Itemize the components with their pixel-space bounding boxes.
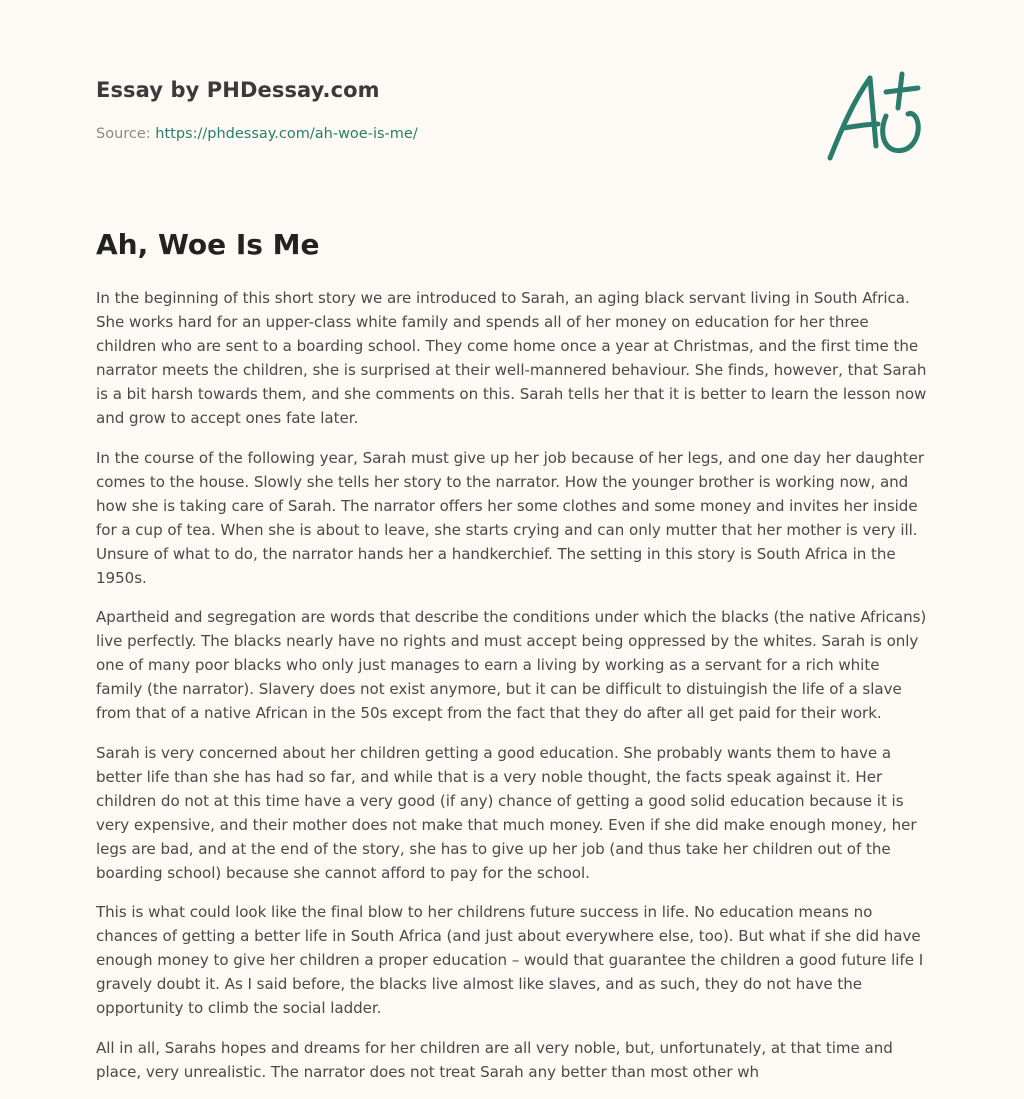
essay-paragraph: All in all, Sarahs hopes and dreams for her children are all very noble, but, unfortunately, at that time and place, very unrealistic. The narrator does not treat Sarah any better than most other wh [96, 1038, 893, 1081]
essay-paragraph: In the beginning of this short story we are introduced to Sarah, an aging black servant living in South Africa. She works hard for an upper-class white family and spends all of her money on education for her three children who are sent to a boarding school. They come home once a year at Christmas, and the first time the narrator meets the children, she is surprised at their well-mannered behaviour. She finds, however, that Sarah is a bit harsh towards them, and she comments on this. Sarah tells her that it is better to learn the lesson now and grow to accept ones fate later. [96, 289, 927, 427]
essay-title: Ah, Woe Is Me [96, 228, 320, 261]
site-title: Essay by PHDessay.com [96, 78, 380, 102]
essay-paragraph: This is what could look like the final blow to her childrens future success in life. No education means no chances of getting a better life in South Africa (and just about everywhere else, too). But what if she did have enough money to give her children a proper education – would that guarantee the children a good future life I gravely doubt it. As I said before, the blacks live almost like slaves, and as such, they do not have the opportunity to climb the social ladder. [96, 903, 924, 1017]
essay-paragraph: Sarah is very concerned about her children getting a good education. She probably wants them to have a better life than she has had so far, and while that is a very noble thought, the facts speak against it. Her children do not at this time have a very good (if any) chance of getting a good solid education because it is very expensive, and their mother does not make that much money. Even if she did make enough money, her legs are bad, and at the end of the story, she has to give up her job (and thus take her children out of the boarding school) because she cannot afford to pay for the school. [96, 743, 917, 882]
essay-paragraph: Apartheid and segregation are words that describe the conditions under which the blacks (the native Africans) live perfectly. The blacks nearly have no rights and must accept being oppressed by the whites. Sarah is only one of many poor blacks who only just manages to earn a living by working as a servant for a rich white family (the narrator). Slavery does not exist anymore, but it can be difficult to distuingish the life of a slave from that of a native African in the 50s except from the fact that they do after all get paid for their work. [96, 608, 927, 722]
essay-paragraph: In the course of the following year, Sarah must give up her job because of her legs, and one day her daughter comes to the house. Slowly she tells her story to the narrator. How the younger brother is working now, and how she is taking care of Sarah. The narrator offers her some clothes and some money and invites her inside for a cup of tea. When she is about to leave, she starts crying and can only mutter that her mother is very ill. Unsure of what to do, the narrator hands her a handkerchief. The setting in this story is South Africa in the 1950s. [96, 448, 925, 587]
source-line [96, 124, 796, 144]
essay-body [96, 286, 930, 1099]
a-plus-logo-icon [820, 66, 930, 166]
source-link[interactable]: https://phdessay.com/ah-woe-is-me/ [155, 126, 418, 142]
source-label: Source: [96, 126, 151, 142]
page-header [96, 76, 796, 144]
